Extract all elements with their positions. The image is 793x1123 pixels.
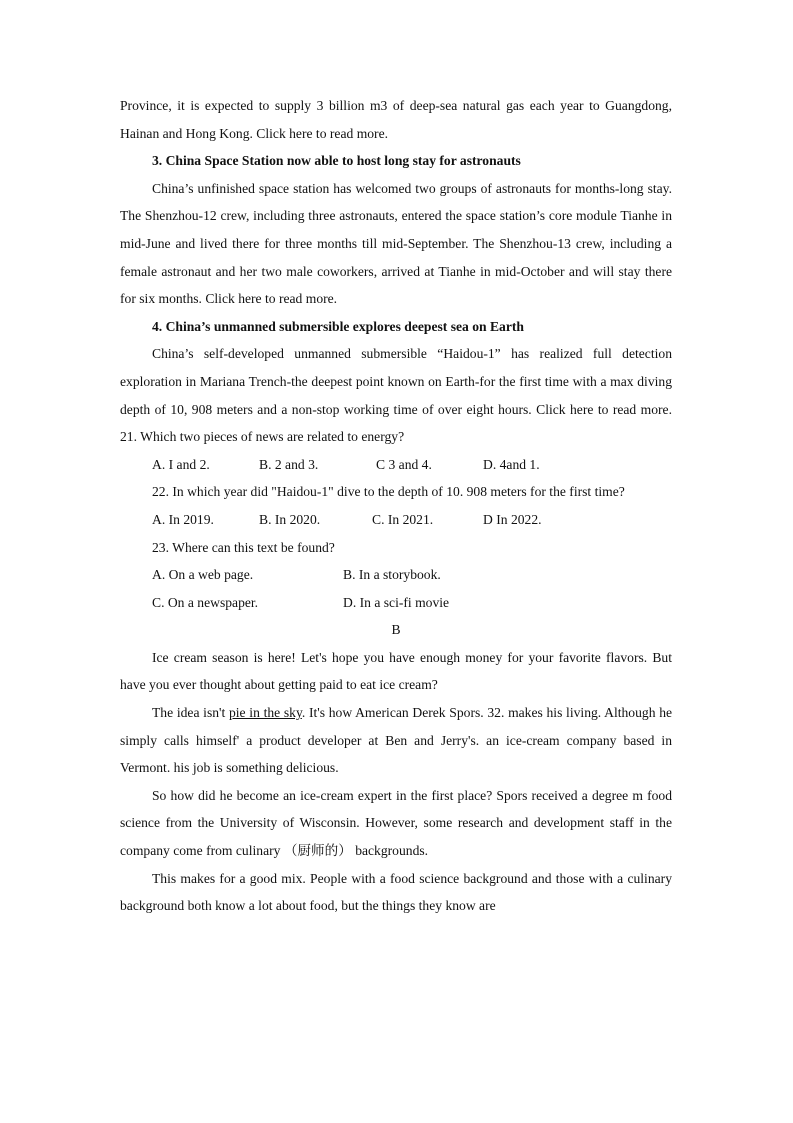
q21-option-a: A. I and 2. — [152, 456, 210, 472]
q23-option-a: A. On a web page. — [152, 567, 254, 583]
document-page — [120, 92, 672, 920]
passage-b-p1: Ice cream season is here! Let's hope you have enough money for your favorite flavors. But have you ever thought about getting paid to eat ice cream? — [120, 649, 672, 693]
passage-b-p3: So how did he become an ice-cream expert in the first place? Spors received a degree m food science from the University of Wisconsin. However, some research and development staff in the company come from culinary （厨师的） backgrounds. — [120, 787, 672, 859]
q21-option-c: C 3 and 4. — [376, 456, 432, 472]
item4-title: 4. China’s unmanned submersible explores deepest sea on Earth — [152, 318, 524, 334]
underlined-phrase: pie in the sky — [228, 705, 302, 721]
q22-option-b: B. In 2020. — [259, 511, 321, 527]
q22-stem: 22. In which year did "Haidou-1" dive to the depth of 10. 908 meters for the first time? — [152, 484, 625, 500]
passage-b-label: B — [391, 622, 401, 638]
q22-option-a: A. In 2019. — [152, 511, 214, 527]
item4-body: China’s self-developed unmanned submersible “Haidou-1” has realized full detection exploration in Mariana Trench-the deepest point known on Earth-for the first time with a max diving depth of 10, 908 meters and a non-stop working time of over eight hours. Click here to read more. 21. Which two pieces of news are related to energy? — [120, 346, 672, 445]
q23-option-d: D. In a sci-fi movie — [343, 594, 450, 610]
q21-option-d: D. 4and 1. — [483, 456, 540, 472]
p2-after: . It's how American Derek Spors. 32. makes his living. Although he simply calls himself' a product developer at Ben and Jerry's. an ice-cream company based in Vermont. his job is something delicious. — [120, 705, 673, 776]
item3-title: 3. China Space Station now able to host long stay for astronauts — [152, 153, 521, 169]
item3-body: China’s unfinished space station has welcomed two groups of astronauts for months-long stay. The Shenzhou-12 crew, including three astronauts, entered the space station’s core module Tianhe in mid-June and lived there for three months till mid-September. The Shenzhou-13 crew, including a female astronaut and her two male coworkers, arrived at Tianhe in mid-October and will stay there for six months. Click here to read more. — [120, 180, 672, 307]
passage-a-intro: Province, it is expected to supply 3 billion m3 of deep-sea natural gas each year to Guangdong, Hainan and Hong Kong. Click here to read more. — [120, 98, 672, 141]
q23-stem: 23. Where can this text be found? — [152, 539, 335, 555]
passage-b-p2 — [120, 699, 672, 782]
passage-b-p4: This makes for a good mix. People with a food science background and those with a culinary background both know a lot about food, but the things they know are — [120, 870, 672, 914]
q21-options — [120, 451, 672, 479]
q23-option-c: C. On a newspaper. — [152, 594, 259, 610]
p2-before: The idea isn't — [152, 705, 229, 721]
q23-option-b: B. In a storybook. — [343, 567, 441, 583]
q22-option-d: D In 2022. — [483, 511, 542, 527]
q21-option-b: B. 2 and 3. — [259, 456, 319, 472]
q23-options-row2 — [120, 589, 672, 617]
q22-option-c: C. In 2021. — [372, 511, 434, 527]
q23-options-row1 — [120, 561, 672, 589]
q22-options — [120, 506, 672, 534]
